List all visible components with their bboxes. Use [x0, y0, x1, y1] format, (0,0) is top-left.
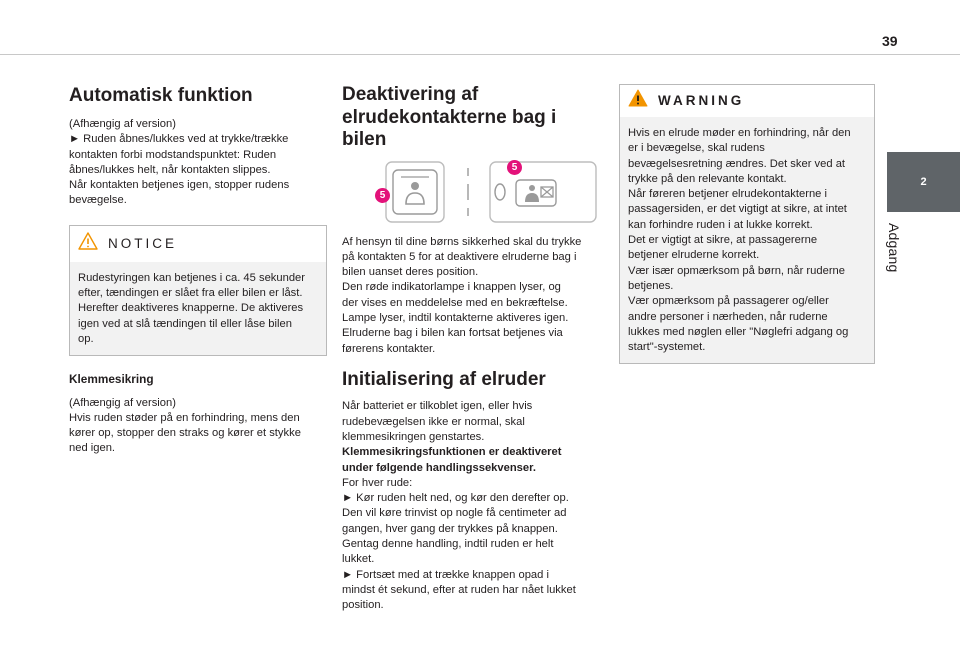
section-heading-automatic: Automatisk funktion [69, 85, 253, 106]
text-line: (Afhængig af version) [69, 118, 176, 130]
text-line: bevægelse. [69, 194, 127, 207]
text-line: klemmesikringen genstartes. [342, 430, 485, 443]
automatic-text [69, 117, 327, 209]
text-line: lukket. [342, 553, 375, 566]
text-line: Vær opmærksom på passagerer og/eller [628, 295, 829, 308]
notice-icon [78, 232, 98, 255]
text-line: ► Kør ruden helt ned, og kør den derefter op. [342, 492, 569, 505]
middle-column [342, 84, 600, 614]
page-number: 39 [882, 33, 898, 49]
text-line: Det er vigtigt at sikre, at passagererne [628, 234, 818, 247]
callout-5-right: 5 [507, 160, 522, 175]
text-line: position. [342, 599, 384, 612]
text-line: Rudestyringen kan betjenes i ca. 45 sekunder [78, 271, 306, 284]
warning-title: WARNING [658, 93, 745, 109]
text-line: kontakten forbi modstandspunktet: Ruden [69, 148, 277, 161]
text-line: passagersiden, er det vigtigt at sikre, at intet [628, 203, 847, 216]
warning-header [620, 85, 874, 117]
text-line: Herefter deaktiveres knapperne. De aktiveres [78, 302, 304, 315]
right-column [619, 84, 875, 364]
notice-body [70, 262, 326, 355]
section-heading-initialisation: Initialisering af elruder [342, 368, 546, 390]
pinch-text [69, 396, 327, 457]
notice-header [70, 226, 326, 262]
text-line: førerens kontakter. [342, 342, 436, 355]
text-line: Hvis ruden støder på en forhindring, mens den [69, 411, 300, 424]
text-line: ► Ruden åbnes/lukkes ved at trykke/trække [69, 133, 289, 146]
bold-line: under følgende handlingssekvenser. [342, 461, 536, 474]
text-line: betjener elruderne korrekt. [628, 249, 760, 262]
heading-line: Deaktivering af [342, 84, 479, 105]
text-line: åbnes/lukkes helt, når kontakten slippes. [69, 163, 271, 176]
notice-box [69, 225, 327, 356]
text-line: Af hensyn til dine børns sikkerhed skal du trykke [342, 235, 582, 248]
text-line: er i bevægelse, skal rudens [628, 142, 765, 155]
heading-line: bilen [342, 129, 387, 150]
text-line: Vær især opmærksom på børn, når ruderne [628, 264, 845, 277]
text-line: op. [78, 332, 94, 345]
text-line: start"-systemet. [628, 341, 706, 354]
chapter-label: Adgang [886, 223, 902, 273]
warning-icon [628, 89, 648, 112]
text-line: rudebevægelsen ikke er normal, skal [342, 415, 525, 428]
left-column [69, 84, 327, 457]
text-line: efter, tændingen er slået fra eller bilen er låst. [78, 287, 303, 300]
chapter-tab: 2 [887, 152, 960, 212]
text-line: bevægelsesretning ændres. Det sker ved at [628, 157, 846, 170]
text-line: (Afhængig af version) [69, 396, 176, 409]
text-line: kan forhindre ruden i at lukke korrekt. [628, 218, 813, 231]
subheading-pinch: Klemmesikring [69, 372, 154, 387]
text-line: gangen, hver gang der trykkes på knappen. [342, 522, 558, 535]
text-line: ► Fortsæt med at trække knappen opad i [342, 568, 549, 581]
switch-illustration [342, 160, 600, 224]
text-line: Når føreren betjener elrudekontakterne i [628, 188, 827, 201]
text-line: igen ved at slå tændingen til eller låse bilen [78, 317, 292, 330]
callout-5-left: 5 [375, 188, 390, 203]
text-line: For hver rude: [342, 476, 413, 489]
text-line: trykke på den relevante kontakt. [628, 172, 787, 185]
warning-box [619, 84, 875, 364]
text-line: betjenes. [628, 279, 674, 292]
text-line: Lampe lyser, indtil kontakterne aktiveres igen. [342, 311, 569, 324]
text-line: Den røde indikatorlampe i knappen lyser, og [342, 281, 561, 294]
text-line: Hvis en elrude møder en forhindring, når den [628, 127, 851, 139]
initialisation-text [342, 399, 600, 613]
text-line: bilen uanset deres position. [342, 266, 479, 279]
text-line: kører op, stopper den straks og kører et stykke [69, 427, 301, 440]
text-line: lukkes med nøglen eller "Nøglefri adgang og [628, 325, 849, 338]
text-line: Elruderne bag i bilen kan fortsat betjenes via [342, 327, 563, 340]
text-line: Gentag denne handling, indtil ruden er helt [342, 538, 554, 551]
section-heading-deactivation [342, 84, 600, 152]
header-rule [0, 54, 960, 55]
notice-title: NOTICE [108, 236, 178, 252]
text-line: andre personer i nærheden, når ruderne [628, 310, 828, 323]
text-line: på kontakten 5 for at deaktivere elruderne bag i [342, 250, 577, 263]
text-line: mindst ét sekund, efter at ruden har nået lukket [342, 583, 576, 596]
deactivation-text [342, 235, 600, 357]
warning-body [620, 117, 874, 363]
text-line: Når kontakten betjenes igen, stopper rudens [69, 179, 290, 192]
heading-line: elrudekontakterne bag i [342, 106, 557, 128]
text-line: Den vil køre trinvist op nogle få centimeter ad [342, 507, 567, 520]
bold-line: Klemmesikringsfunktionen er deaktiveret [342, 446, 562, 459]
text-line: der vises en meddelelse med en bekræftelse. [342, 296, 568, 309]
text-line: ned igen. [69, 442, 116, 455]
text-line: Når batteriet er tilkoblet igen, eller hvis [342, 400, 533, 413]
